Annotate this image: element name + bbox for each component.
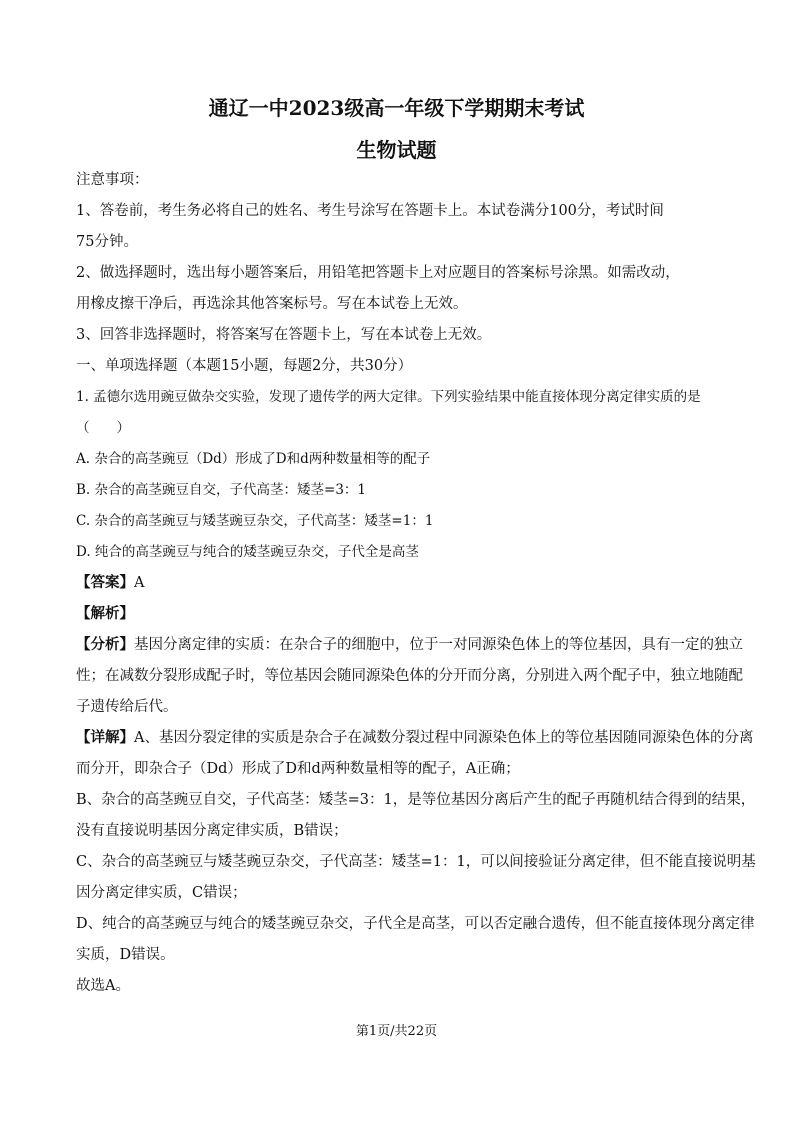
xiangjie-line-3: B、杂合的高茎豌豆自交，子代高茎：矮茎=3：1，是等位基因分离后产生的配子再随机结合得到的结果，	[76, 792, 756, 808]
xiangjie-line-7: D、纯合的高茎豌豆与纯合的矮茎豌豆杂交，子代全是高茎，可以否定融合遗传，但不能直接体现分离定律	[76, 916, 755, 932]
xiangjie-label: 【详解】	[76, 729, 134, 746]
notice-item-2: 2、做选择题时，选出每小题答案后，用铅笔把答题卡上对应题目的答案标号涂黑。如需改动，	[76, 265, 680, 281]
xiangjie-text-1: A、基因分裂定律的实质是杂合子在减数分裂过程中同源染色体上的等位基因随同源染色体的分离	[134, 730, 754, 746]
fenxi-line-2: 性；在减数分裂形成配子时，等位基因会随同源染色体的分开而分离，分别进入两个配子中，独立地随配	[76, 668, 743, 684]
option-b: B. 杂合的高茎豌豆自交，子代高茎：矮茎=3：1	[76, 482, 366, 498]
conclusion: 故选A。	[76, 978, 130, 994]
xiangjie-line-8: 实质，D错误。	[76, 947, 175, 963]
question-stem: 1. 孟德尔选用豌豆做杂交实验，发现了遗传学的两大定律。下列实验结果中能直接体现分离定律实质的是	[76, 389, 701, 405]
question-stem-bracket: （ ）	[76, 420, 130, 436]
fenxi-line-3: 子遗传给后代。	[76, 699, 178, 715]
xiangjie-line-4: 没有直接说明基因分离定律实质，B错误；	[76, 823, 348, 839]
fenxi-line-1	[76, 635, 743, 655]
option-a: A. 杂合的高茎豌豆（Dd）形成了D和d两种数量相等的配子	[76, 451, 431, 467]
option-d: D. 纯合的高茎豌豆与纯合的矮茎豌豆杂交，子代全是高茎	[76, 544, 419, 560]
xiangjie-line-5: C、杂合的高茎豌豆与矮茎豌豆杂交，子代高茎：矮茎=1：1，可以间接验证分离定律，但不能直接说明基	[76, 854, 756, 870]
answer-value: A	[134, 575, 145, 591]
notice-item-1: 1、答卷前，考生务必将自己的姓名、考生号涂写在答题卡上。本试卷满分100分，考试时间	[76, 203, 664, 219]
answer-label: 【答案】	[76, 574, 134, 591]
exam-title: 通辽一中2023级高一年级下学期期末考试	[208, 96, 585, 120]
fenxi-text-1: 基因分离定律的实质：在杂合子的细胞中，位于一对同源染色体上的等位基因，具有一定的独立	[134, 637, 743, 653]
notice-heading: 注意事项：	[76, 172, 149, 188]
notice-item-3: 3、回答非选择题时，将答案写在答题卡上，写在本试卷上无效。	[76, 327, 492, 343]
notice-item-2-cont: 用橡皮擦干净后，再选涂其他答案标号。写在本试卷上无效。	[76, 296, 468, 312]
fenxi-label: 【分析】	[76, 636, 134, 653]
xiangjie-line-2: 而分开，即杂合子（Dd）形成了D和d两种数量相等的配子，A正确；	[76, 761, 520, 777]
exam-content	[76, 170, 756, 1007]
analysis-label: 【解析】	[76, 605, 134, 622]
xiangjie-line-6: 因分离定律实质，C错误；	[76, 885, 247, 901]
xiangjie-line-1	[76, 728, 754, 748]
option-c: C. 杂合的高茎豌豆与矮茎豌豆杂交，子代高茎：矮茎=1：1	[76, 513, 434, 529]
page-number: 第1页/共22页	[355, 1024, 438, 1039]
notice-item-1-cont: 75分钟。	[76, 234, 138, 250]
answer-line	[76, 573, 721, 593]
exam-subtitle: 生物试题	[356, 138, 437, 162]
section-heading: 一、单项选择题（本题15小题，每题2分，共30分）	[76, 358, 413, 374]
